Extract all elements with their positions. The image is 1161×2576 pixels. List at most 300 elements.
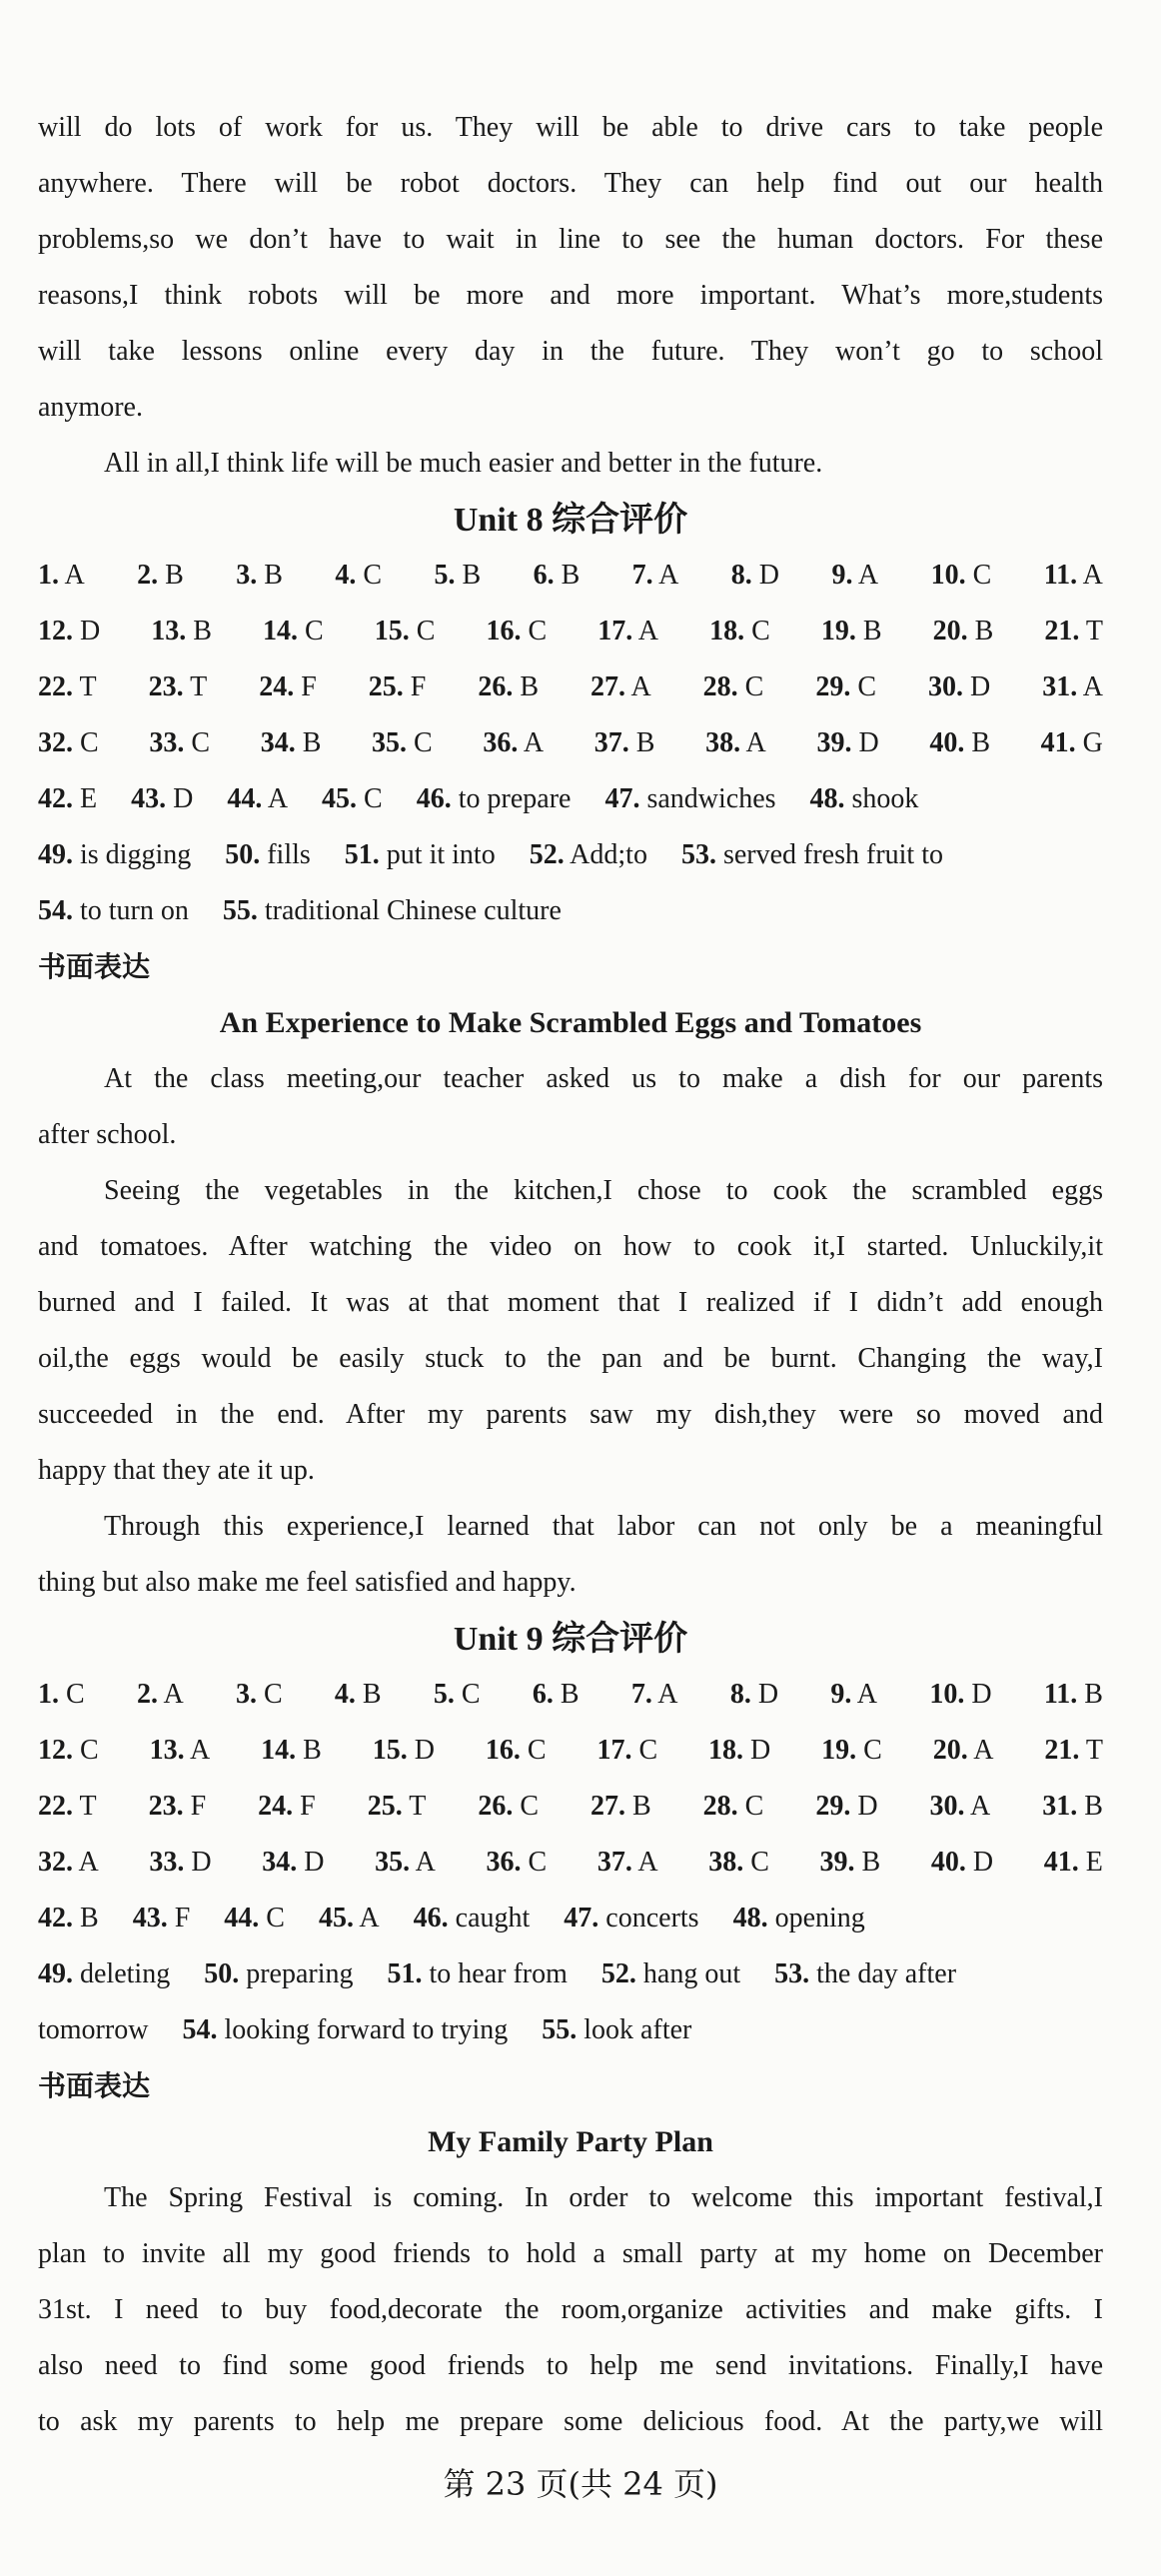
answer-number: 11. [1043, 560, 1078, 591]
text-line: after school. [38, 1119, 177, 1150]
answer-number: 2. [136, 1679, 158, 1710]
answer-item [373, 1723, 435, 1779]
answer-item [38, 1723, 99, 1779]
answer-value: put it into [386, 839, 496, 870]
answer-value: B [462, 560, 482, 591]
answer-row [38, 771, 1103, 827]
answer-value: shook [851, 783, 919, 814]
answer-item [149, 715, 210, 771]
answer-value: T [1085, 1735, 1103, 1766]
answer-value: C [266, 1903, 285, 1933]
answer-item [38, 1835, 99, 1891]
answer-row [38, 1891, 1103, 1946]
text-line: succeeded in the end. After my parents saw my dish,they were so moved and [38, 1399, 1103, 1430]
answer-number: 22. [38, 671, 73, 702]
answer-value: C [305, 616, 324, 646]
answer-row [38, 1667, 1103, 1723]
answer-value: D [191, 1847, 212, 1878]
answer-item [335, 548, 382, 604]
answer-value: B [974, 616, 994, 646]
answer-item [368, 1779, 427, 1835]
answer-item [534, 548, 580, 604]
answer-value: is digging [80, 839, 192, 870]
answer-number: 5. [434, 560, 456, 591]
answer-item [434, 548, 481, 604]
answer-number: 17. [596, 1735, 632, 1766]
answer-number: 47. [604, 783, 640, 814]
text-line: reasons,I think robots will be more and more important. What’s more,students [38, 280, 1103, 311]
answer-item [820, 1835, 881, 1891]
answer-number: 24. [259, 671, 295, 702]
answer-item [681, 827, 943, 883]
answer-number: 22. [38, 1791, 73, 1822]
answer-item [590, 1779, 651, 1835]
answer-value: B [303, 1735, 322, 1766]
essay-paragraph [38, 1499, 1103, 1611]
answer-number: 3. [236, 560, 258, 591]
answer-item [604, 771, 775, 827]
answer-item [596, 1723, 657, 1779]
unit8-answer-key [38, 548, 1103, 939]
text-line: All in all,I think life will be much easier and better in the future. [104, 448, 823, 479]
answer-value: C [363, 560, 383, 591]
answer-number: 10. [929, 1679, 965, 1710]
answer-number: 25. [368, 671, 404, 702]
answer-value: E [80, 783, 98, 814]
unit8-section-label: 书面表达 [38, 950, 151, 983]
essay-paragraph [38, 1051, 1103, 1163]
answer-number: 7. [630, 1679, 652, 1710]
answer-item [1042, 1779, 1103, 1835]
unit8-essay-title: An Experience to Make Scrambled Eggs and Tomatoes [219, 1006, 922, 1039]
answer-number: 55. [542, 2014, 578, 2045]
text-line: happy that they ate it up. [38, 1455, 315, 1486]
answer-item [236, 548, 283, 604]
answer-number: 41. [1040, 727, 1076, 758]
answer-value: A [1082, 560, 1103, 591]
answer-number: 27. [589, 1791, 625, 1822]
answer-value: D [857, 1791, 878, 1822]
answer-row [38, 883, 1103, 939]
unit9-section-label: 书面表达 [38, 2069, 151, 2102]
answer-number: 16. [486, 616, 522, 646]
page-footer: 第 23 页(共 24 页) [443, 2465, 718, 2503]
answer-number: 27. [589, 671, 625, 702]
answer-number: 6. [533, 560, 555, 591]
answer-value: A [163, 1679, 184, 1710]
answer-number: 15. [372, 1735, 408, 1766]
answer-number: 2. [137, 560, 159, 591]
answer-item [388, 1946, 568, 2002]
answer-item [731, 548, 779, 604]
answer-item [262, 1835, 324, 1891]
answer-item [38, 659, 97, 715]
answer-value: T [79, 1791, 97, 1822]
text-line: will take lessons online every day in the future. They won’t go to school [38, 336, 1103, 367]
answer-number: 11. [1043, 1679, 1078, 1710]
answer-item [204, 1946, 353, 2002]
answer-number: 19. [820, 616, 856, 646]
answer-value: D [758, 560, 780, 591]
answer-number: 30. [928, 671, 964, 702]
answer-item [631, 1667, 678, 1723]
answer-item [821, 1723, 882, 1779]
answer-number: 20. [932, 1735, 968, 1766]
answer-item [929, 715, 990, 771]
answer-value: A [190, 1735, 211, 1766]
answer-value: C [66, 1679, 85, 1710]
answer-item [597, 604, 658, 659]
answer-row [38, 2002, 1103, 2058]
answer-item [542, 2002, 691, 2058]
answer-item [319, 1891, 380, 1946]
answer-value: D [750, 1735, 771, 1766]
answer-value: C [80, 727, 99, 758]
answer-value: A [1082, 671, 1103, 702]
answer-number: 18. [709, 616, 745, 646]
answer-item [38, 1667, 85, 1723]
answer-value: E [1085, 1847, 1103, 1878]
text-line: anywhere. There will be robot doctors. They can help find out our health [38, 168, 1103, 199]
answer-item [322, 771, 383, 827]
answer-value: D [972, 1847, 994, 1878]
answer-item [38, 827, 191, 883]
answer-value: A [857, 560, 879, 591]
answer-value: A [637, 1847, 658, 1878]
answer-item [708, 1835, 769, 1891]
answer-value: D [971, 1679, 992, 1710]
answer-item [730, 1667, 778, 1723]
answer-value: T [409, 1791, 427, 1822]
answer-number: 47. [564, 1903, 599, 1933]
answer-item [133, 1891, 191, 1946]
text-line: oil,the eggs would be easily stuck to the pan and be burnt. Changing the way,I [38, 1343, 1103, 1374]
answer-item [38, 604, 100, 659]
answer-item [933, 604, 994, 659]
answer-value: hang out [642, 1958, 741, 1989]
answer-value: B [165, 560, 184, 591]
answer-number: 31. [1042, 671, 1078, 702]
answer-value: D [173, 783, 194, 814]
answer-number: 12. [38, 616, 73, 646]
answer-value: C [750, 1847, 769, 1878]
answer-value: concerts [605, 1903, 699, 1933]
answer-value: preparing [246, 1958, 354, 1989]
answer-value: B [193, 616, 212, 646]
answer-number: 42. [38, 783, 73, 814]
answer-value: looking forward to trying [224, 2014, 509, 2045]
answer-number: 38. [705, 727, 741, 758]
answer-item [1041, 715, 1103, 771]
text-line: burned and I failed. It was at that moment that I realized if I didn’t add enough [38, 1287, 1103, 1318]
answer-value: A [267, 783, 289, 814]
answer-item [137, 548, 184, 604]
answer-number: 51. [387, 1958, 423, 1989]
answer-item [931, 1835, 993, 1891]
answer-item [486, 1723, 547, 1779]
answer-number: 14. [261, 1735, 297, 1766]
answer-item [487, 604, 548, 659]
answer-value: C [972, 560, 992, 591]
answer-value: D [304, 1847, 325, 1878]
answer-item [38, 771, 97, 827]
answer-value: C [528, 1847, 548, 1878]
answer-value: B [302, 727, 322, 758]
answer-item [38, 715, 99, 771]
answer-number: 13. [151, 616, 187, 646]
answer-value: C [364, 783, 383, 814]
text-line: Seeing the vegetables in the kitchen,I chose to cook the scrambled eggs [104, 1175, 1103, 1206]
answer-value: A [523, 727, 545, 758]
answer-value: A [973, 1735, 994, 1766]
answer-value: opening [774, 1903, 865, 1933]
answer-number: 48. [732, 1903, 768, 1933]
answer-value: C [751, 616, 770, 646]
answer-item [149, 659, 208, 715]
answer-number: 44. [224, 1903, 260, 1933]
answer-number: 50. [225, 839, 261, 870]
answer-item [705, 715, 766, 771]
answer-item [830, 1667, 877, 1723]
answer-row [38, 1946, 1103, 2002]
answer-number: 29. [815, 671, 851, 702]
answer-number: 48. [809, 783, 845, 814]
answer-value: B [635, 727, 655, 758]
answer-item [223, 883, 562, 939]
answer-number: 46. [416, 783, 452, 814]
answer-item [1044, 604, 1103, 659]
answer-value: A [856, 1679, 878, 1710]
answer-value: tomorrow [38, 2014, 149, 2045]
answer-number: 14. [263, 616, 299, 646]
answer-number: 21. [1044, 616, 1080, 646]
answer-item [478, 1779, 539, 1835]
answer-value: B [1084, 1679, 1103, 1710]
answer-item [417, 771, 572, 827]
unit9-title-cn: 综合评价 [552, 1619, 688, 1659]
answer-number: 26. [478, 671, 514, 702]
answer-item [930, 1779, 991, 1835]
answer-value: A [658, 560, 679, 591]
answer-number: 28. [702, 1791, 738, 1822]
answer-number: 34. [262, 1847, 298, 1878]
answer-number: 15. [374, 616, 410, 646]
answer-page [38, 100, 1103, 2450]
answer-item [335, 1667, 382, 1723]
answer-value: F [300, 1791, 316, 1822]
answer-value: F [410, 671, 427, 702]
answer-item [261, 1723, 322, 1779]
answer-value: A [745, 727, 766, 758]
answer-item [708, 1723, 770, 1779]
text-line: problems,so we don’t have to wait in line to see the human doctors. For these [38, 224, 1103, 255]
answer-item [928, 659, 990, 715]
answer-item [815, 659, 876, 715]
answer-value: D [80, 616, 101, 646]
answer-value: C [857, 671, 877, 702]
answer-item [149, 1779, 207, 1835]
text-line: 31st. I need to buy food,decorate the room,organize activities and make gifts. I [38, 2294, 1103, 2325]
answer-value: B [862, 616, 882, 646]
answer-row [38, 827, 1103, 883]
answer-number: 18. [708, 1735, 744, 1766]
answer-item [929, 1667, 991, 1723]
answer-number: 19. [821, 1735, 857, 1766]
answer-value: T [1085, 616, 1103, 646]
answer-value: B [362, 1679, 382, 1710]
essay-paragraph [38, 1163, 1103, 1499]
answer-number: 25. [367, 1791, 403, 1822]
answer-number: 38. [708, 1847, 744, 1878]
answer-item [632, 548, 679, 604]
unit8-title-en: Unit 8 [453, 502, 544, 539]
answer-item [931, 548, 992, 604]
answer-item [774, 1946, 956, 2002]
answer-row [38, 1723, 1103, 1779]
answer-row [38, 1835, 1103, 1891]
text-line: will do lots of work for us. They will be able to drive cars to take people [38, 112, 1103, 143]
answer-value: A [630, 671, 651, 702]
answer-value: C [414, 727, 433, 758]
answer-value: F [190, 1791, 207, 1822]
answer-number: 23. [148, 671, 184, 702]
answer-number: 23. [148, 1791, 184, 1822]
answer-number: 36. [483, 727, 519, 758]
answer-value: C [263, 1679, 283, 1710]
answer-value: B [80, 1903, 99, 1933]
text-line: thing but also make me feel satisfied and happy. [38, 1567, 577, 1598]
answer-value: A [359, 1903, 380, 1933]
answer-item [1042, 659, 1103, 715]
answer-number: 39. [816, 727, 852, 758]
answer-value: D [858, 727, 879, 758]
answer-value: C [638, 1735, 658, 1766]
answer-row [38, 604, 1103, 659]
answer-item [733, 1891, 865, 1946]
answer-value: C [527, 1735, 547, 1766]
text-line: also need to find some good friends to help me send invitations. Finally,I have [38, 2350, 1103, 2381]
answer-item [261, 715, 322, 771]
intro-paragraph-1 [38, 100, 1103, 436]
answer-value: C [863, 1735, 882, 1766]
answer-number: 12. [38, 1735, 73, 1766]
answer-number: 37. [593, 727, 629, 758]
answer-value: B [264, 560, 283, 591]
answer-number: 28. [702, 671, 738, 702]
text-line: The Spring Festival is coming. In order to welcome this important festival,I [104, 2182, 1103, 2213]
answer-value: fills [267, 839, 311, 870]
unit8-essay [38, 1051, 1103, 1611]
answer-value: traditional Chinese culture [264, 895, 562, 926]
answer-value: C [520, 1791, 539, 1822]
answer-item [831, 548, 878, 604]
answer-number: 32. [38, 1847, 73, 1878]
answer-number: 24. [258, 1791, 294, 1822]
answer-value: to hear from [429, 1958, 568, 1989]
unit9-essay-title: My Family Party Plan [428, 2125, 713, 2158]
answer-item [810, 771, 919, 827]
answer-value: D [414, 1735, 435, 1766]
text-line: anymore. [38, 392, 143, 423]
answer-item [703, 659, 764, 715]
answer-number: 1. [38, 560, 59, 591]
answer-value: to prepare [458, 783, 572, 814]
answer-item [564, 1891, 698, 1946]
unit9-title [38, 1611, 1103, 1667]
answer-number: 6. [532, 1679, 554, 1710]
answer-item [1044, 1835, 1103, 1891]
answer-item [815, 1779, 877, 1835]
intro-paragraph-2 [38, 436, 1103, 492]
text-line: to ask my parents to help me prepare some delicious food. At the party,we will [38, 2406, 1103, 2437]
answer-value: C [80, 1735, 99, 1766]
answer-item [1044, 1723, 1103, 1779]
unit9-essay [38, 2170, 1103, 2450]
answer-item [369, 659, 427, 715]
answer-number: 9. [831, 560, 853, 591]
answer-number: 41. [1043, 1847, 1079, 1878]
answer-value: A [78, 1847, 99, 1878]
answer-value: B [631, 1791, 651, 1822]
answer-item [131, 771, 193, 827]
intro-paragraphs [38, 100, 1103, 492]
answer-item [1044, 548, 1103, 604]
answer-value: B [561, 560, 580, 591]
answer-number: 40. [929, 727, 965, 758]
answer-item [236, 1667, 283, 1723]
answer-value: to turn on [80, 895, 189, 926]
answer-number: 30. [929, 1791, 965, 1822]
answer-number: 45. [318, 1903, 354, 1933]
answer-number: 29. [815, 1791, 851, 1822]
answer-item [703, 1779, 764, 1835]
answer-item [258, 1779, 316, 1835]
answer-number: 16. [485, 1735, 521, 1766]
answer-number: 34. [260, 727, 296, 758]
answer-number: 7. [631, 560, 653, 591]
answer-number: 45. [322, 783, 358, 814]
answer-number: 52. [529, 839, 565, 870]
answer-value: A [64, 560, 85, 591]
answer-value: B [560, 1679, 580, 1710]
answer-value: D [757, 1679, 779, 1710]
answer-item [38, 2002, 148, 2058]
answer-number: 4. [335, 560, 357, 591]
answer-number: 49. [38, 1958, 73, 1989]
answer-value: A [970, 1791, 991, 1822]
answer-number: 37. [596, 1847, 632, 1878]
answer-number: 10. [930, 560, 966, 591]
answer-item [709, 604, 770, 659]
answer-number: 21. [1044, 1735, 1080, 1766]
text-line: Through this experience,I learned that labor can not only be a meaningful [104, 1511, 1103, 1542]
answer-value: look after [583, 2014, 692, 2045]
answer-value: F [301, 671, 317, 702]
answer-number: 50. [204, 1958, 240, 1989]
answer-value: C [191, 727, 211, 758]
answer-value: B [1084, 1791, 1103, 1822]
answer-item [601, 1946, 740, 2002]
answer-value: C [528, 616, 548, 646]
answer-number: 54. [182, 2014, 218, 2045]
answer-item [38, 548, 85, 604]
answer-item [263, 604, 324, 659]
answer-number: 8. [729, 1679, 751, 1710]
answer-item [372, 715, 433, 771]
answer-number: 44. [227, 783, 263, 814]
answer-number: 8. [730, 560, 752, 591]
answer-number: 3. [235, 1679, 257, 1710]
